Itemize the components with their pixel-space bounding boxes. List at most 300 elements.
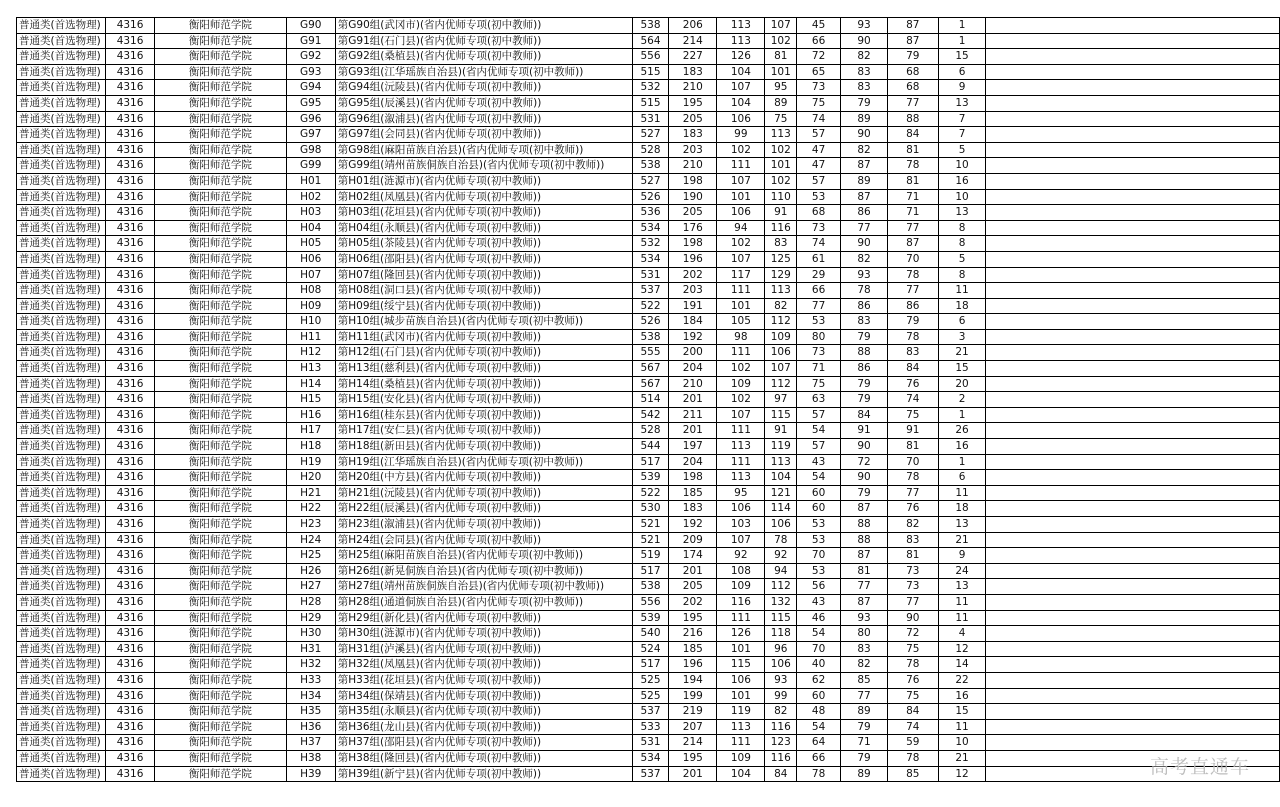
cell-category: 普通类(首选物理) (17, 18, 106, 34)
cell-elective2-score: 77 (887, 485, 938, 501)
cell-group-name: 第G95组(辰溪县)(省内优师专项(初中教师)) (335, 95, 632, 111)
cell-institution-code: 4316 (105, 407, 154, 423)
table-row (17, 470, 1280, 486)
table-row (17, 423, 1280, 439)
cell-elective2-score: 87 (887, 236, 938, 252)
cell-group-code: G97 (286, 127, 335, 143)
table-row (17, 548, 1280, 564)
cell-group-name: 第H04组(永顺县)(省内优师专项(初中教师)) (335, 220, 632, 236)
cell-math-score: 116 (717, 594, 765, 610)
watermark: 高考直通车 (1149, 756, 1250, 778)
cell-group-code: H32 (286, 657, 335, 673)
cell-blank (986, 267, 1280, 283)
cell-elective2-score: 81 (887, 173, 938, 189)
cell-group-code: H33 (286, 672, 335, 688)
cell-math-score: 111 (717, 158, 765, 174)
cell-min-score: 524 (632, 641, 669, 657)
cell-group-code: H01 (286, 173, 335, 189)
cell-chinese-score: 195 (669, 750, 717, 766)
cell-institution-name: 衡阳师范学院 (155, 236, 286, 252)
cell-min-score: 556 (632, 49, 669, 65)
cell-min-score: 517 (632, 454, 669, 470)
cell-institution-name: 衡阳师范学院 (155, 579, 286, 595)
cell-physics-score: 43 (797, 454, 841, 470)
cell-group-code: H28 (286, 594, 335, 610)
cell-rank: 13 (938, 95, 986, 111)
cell-institution-name: 衡阳师范学院 (155, 672, 286, 688)
cell-min-score: 515 (632, 64, 669, 80)
cell-elective2-score: 85 (887, 766, 938, 782)
cell-institution-name: 衡阳师范学院 (155, 298, 286, 314)
cell-institution-code: 4316 (105, 594, 154, 610)
cell-institution-code: 4316 (105, 454, 154, 470)
cell-institution-name: 衡阳师范学院 (155, 610, 286, 626)
cell-foreign-lang-score: 82 (765, 298, 797, 314)
cell-group-name: 第H31组(泸溪县)(省内优师专项(初中教师)) (335, 641, 632, 657)
cell-institution-code: 4316 (105, 298, 154, 314)
cell-group-code: H34 (286, 688, 335, 704)
cell-min-score: 517 (632, 657, 669, 673)
cell-elective2-score: 76 (887, 501, 938, 517)
cell-institution-name: 衡阳师范学院 (155, 485, 286, 501)
cell-physics-score: 48 (797, 704, 841, 720)
cell-min-score: 544 (632, 439, 669, 455)
cell-math-score: 113 (717, 33, 765, 49)
cell-group-code: G92 (286, 49, 335, 65)
cell-institution-name: 衡阳师范学院 (155, 49, 286, 65)
cell-math-score: 102 (717, 361, 765, 377)
cell-rank: 14 (938, 657, 986, 673)
cell-physics-score: 72 (797, 49, 841, 65)
cell-rank: 21 (938, 345, 986, 361)
cell-chinese-score: 195 (669, 610, 717, 626)
cell-blank (986, 704, 1280, 720)
cell-group-code: H22 (286, 501, 335, 517)
cell-institution-code: 4316 (105, 127, 154, 143)
cell-physics-score: 43 (797, 594, 841, 610)
cell-rank: 13 (938, 205, 986, 221)
cell-foreign-lang-score: 113 (765, 283, 797, 299)
cell-math-score: 113 (717, 18, 765, 34)
cell-math-score: 99 (717, 127, 765, 143)
cell-rank: 5 (938, 251, 986, 267)
cell-physics-score: 56 (797, 579, 841, 595)
cell-chinese-score: 196 (669, 657, 717, 673)
cell-group-name: 第H23组(溆浦县)(省内优师专项(初中教师)) (335, 517, 632, 533)
cell-elective1-score: 86 (841, 361, 888, 377)
cell-institution-name: 衡阳师范学院 (155, 454, 286, 470)
cell-category: 普通类(首选物理) (17, 314, 106, 330)
cell-chinese-score: 183 (669, 64, 717, 80)
cell-math-score: 98 (717, 329, 765, 345)
cell-category: 普通类(首选物理) (17, 579, 106, 595)
cell-chinese-score: 176 (669, 220, 717, 236)
cell-institution-name: 衡阳师范学院 (155, 345, 286, 361)
cell-category: 普通类(首选物理) (17, 267, 106, 283)
cell-math-score: 109 (717, 579, 765, 595)
cell-category: 普通类(首选物理) (17, 750, 106, 766)
cell-category: 普通类(首选物理) (17, 361, 106, 377)
cell-institution-code: 4316 (105, 672, 154, 688)
cell-group-name: 第H26组(新晃侗族自治县)(省内优师专项(初中教师)) (335, 563, 632, 579)
cell-chinese-score: 198 (669, 173, 717, 189)
table-row (17, 563, 1280, 579)
cell-foreign-lang-score: 112 (765, 376, 797, 392)
cell-foreign-lang-score: 113 (765, 454, 797, 470)
cell-blank (986, 298, 1280, 314)
cell-elective1-score: 79 (841, 750, 888, 766)
cell-min-score: 519 (632, 548, 669, 564)
cell-group-code: H04 (286, 220, 335, 236)
cell-group-name: 第H25组(麻阳苗族自治县)(省内优师专项(初中教师)) (335, 548, 632, 564)
cell-group-name: 第H13组(慈利县)(省内优师专项(初中教师)) (335, 361, 632, 377)
cell-institution-name: 衡阳师范学院 (155, 376, 286, 392)
cell-group-code: H24 (286, 532, 335, 548)
cell-physics-score: 64 (797, 735, 841, 751)
cell-group-name: 第H35组(永顺县)(省内优师专项(初中教师)) (335, 704, 632, 720)
cell-chinese-score: 201 (669, 392, 717, 408)
cell-institution-code: 4316 (105, 501, 154, 517)
cell-blank (986, 361, 1280, 377)
cell-group-code: H27 (286, 579, 335, 595)
cell-institution-code: 4316 (105, 329, 154, 345)
cell-math-score: 102 (717, 236, 765, 252)
cell-foreign-lang-score: 99 (765, 688, 797, 704)
cell-group-code: H17 (286, 423, 335, 439)
cell-blank (986, 345, 1280, 361)
cell-elective2-score: 70 (887, 251, 938, 267)
cell-blank (986, 33, 1280, 49)
table-row (17, 657, 1280, 673)
cell-math-score: 105 (717, 314, 765, 330)
cell-elective1-score: 79 (841, 485, 888, 501)
cell-institution-code: 4316 (105, 189, 154, 205)
cell-rank: 18 (938, 501, 986, 517)
cell-chinese-score: 201 (669, 563, 717, 579)
cell-institution-code: 4316 (105, 376, 154, 392)
cell-elective1-score: 87 (841, 158, 888, 174)
cell-group-name: 第H03组(花垣县)(省内优师专项(初中教师)) (335, 205, 632, 221)
table-row (17, 688, 1280, 704)
cell-elective2-score: 84 (887, 704, 938, 720)
cell-institution-code: 4316 (105, 267, 154, 283)
cell-chinese-score: 197 (669, 439, 717, 455)
cell-elective2-score: 87 (887, 18, 938, 34)
cell-elective1-score: 72 (841, 454, 888, 470)
cell-category: 普通类(首选物理) (17, 298, 106, 314)
cell-elective1-score: 89 (841, 766, 888, 782)
cell-category: 普通类(首选物理) (17, 517, 106, 533)
table-row (17, 672, 1280, 688)
cell-elective1-score: 82 (841, 657, 888, 673)
cell-physics-score: 53 (797, 563, 841, 579)
cell-blank (986, 485, 1280, 501)
cell-elective2-score: 78 (887, 750, 938, 766)
cell-blank (986, 563, 1280, 579)
table-row (17, 111, 1280, 127)
cell-blank (986, 594, 1280, 610)
cell-foreign-lang-score: 102 (765, 173, 797, 189)
cell-min-score: 555 (632, 345, 669, 361)
cell-elective2-score: 81 (887, 142, 938, 158)
table-row (17, 517, 1280, 533)
cell-group-code: G94 (286, 80, 335, 96)
cell-min-score: 540 (632, 626, 669, 642)
cell-rank: 20 (938, 376, 986, 392)
cell-group-code: H16 (286, 407, 335, 423)
cell-chinese-score: 183 (669, 127, 717, 143)
cell-rank: 21 (938, 750, 986, 766)
cell-elective1-score: 89 (841, 173, 888, 189)
cell-elective1-score: 89 (841, 111, 888, 127)
cell-institution-code: 4316 (105, 33, 154, 49)
cell-institution-name: 衡阳师范学院 (155, 548, 286, 564)
cell-physics-score: 74 (797, 111, 841, 127)
cell-blank (986, 314, 1280, 330)
cell-institution-name: 衡阳师范学院 (155, 439, 286, 455)
cell-chinese-score: 211 (669, 407, 717, 423)
cell-elective1-score: 87 (841, 594, 888, 610)
cell-elective1-score: 93 (841, 610, 888, 626)
score-table-container (16, 17, 1280, 782)
cell-chinese-score: 196 (669, 251, 717, 267)
cell-group-code: G99 (286, 158, 335, 174)
cell-institution-code: 4316 (105, 158, 154, 174)
table-row (17, 392, 1280, 408)
cell-blank (986, 173, 1280, 189)
cell-foreign-lang-score: 112 (765, 579, 797, 595)
cell-elective2-score: 78 (887, 329, 938, 345)
cell-foreign-lang-score: 116 (765, 750, 797, 766)
cell-math-score: 113 (717, 439, 765, 455)
table-row (17, 298, 1280, 314)
cell-group-name: 第H28组(通道侗族自治县)(省内优师专项(初中教师)) (335, 594, 632, 610)
cell-group-code: G90 (286, 18, 335, 34)
cell-elective2-score: 76 (887, 672, 938, 688)
cell-physics-score: 73 (797, 80, 841, 96)
cell-elective1-score: 77 (841, 579, 888, 595)
cell-chinese-score: 204 (669, 361, 717, 377)
cell-rank: 10 (938, 735, 986, 751)
cell-rank: 15 (938, 704, 986, 720)
cell-foreign-lang-score: 114 (765, 501, 797, 517)
cell-rank: 8 (938, 267, 986, 283)
cell-min-score: 538 (632, 579, 669, 595)
cell-institution-name: 衡阳师范学院 (155, 33, 286, 49)
cell-institution-name: 衡阳师范学院 (155, 501, 286, 517)
cell-institution-code: 4316 (105, 688, 154, 704)
cell-category: 普通类(首选物理) (17, 158, 106, 174)
cell-elective1-score: 90 (841, 470, 888, 486)
cell-blank (986, 657, 1280, 673)
cell-elective1-score: 88 (841, 517, 888, 533)
cell-blank (986, 454, 1280, 470)
cell-math-score: 111 (717, 610, 765, 626)
cell-chinese-score: 194 (669, 672, 717, 688)
cell-group-code: G96 (286, 111, 335, 127)
cell-group-name: 第H21组(沅陵县)(省内优师专项(初中教师)) (335, 485, 632, 501)
cell-rank: 9 (938, 80, 986, 96)
cell-elective1-score: 89 (841, 704, 888, 720)
cell-min-score: 539 (632, 470, 669, 486)
cell-math-score: 95 (717, 485, 765, 501)
cell-group-code: H35 (286, 704, 335, 720)
table-row (17, 189, 1280, 205)
cell-math-score: 94 (717, 220, 765, 236)
cell-elective1-score: 78 (841, 283, 888, 299)
table-row (17, 439, 1280, 455)
cell-min-score: 532 (632, 80, 669, 96)
cell-physics-score: 53 (797, 517, 841, 533)
cell-elective2-score: 81 (887, 439, 938, 455)
cell-category: 普通类(首选物理) (17, 735, 106, 751)
cell-foreign-lang-score: 91 (765, 205, 797, 221)
cell-institution-name: 衡阳师范学院 (155, 220, 286, 236)
cell-blank (986, 719, 1280, 735)
cell-institution-code: 4316 (105, 657, 154, 673)
cell-math-score: 111 (717, 345, 765, 361)
cell-chinese-score: 203 (669, 142, 717, 158)
cell-rank: 8 (938, 236, 986, 252)
table-row (17, 501, 1280, 517)
table-row (17, 579, 1280, 595)
cell-elective1-score: 71 (841, 735, 888, 751)
cell-foreign-lang-score: 116 (765, 220, 797, 236)
cell-chinese-score: 198 (669, 236, 717, 252)
cell-rank: 7 (938, 111, 986, 127)
cell-foreign-lang-score: 96 (765, 641, 797, 657)
cell-physics-score: 45 (797, 18, 841, 34)
table-row (17, 220, 1280, 236)
cell-chinese-score: 214 (669, 33, 717, 49)
table-row (17, 205, 1280, 221)
cell-physics-score: 61 (797, 251, 841, 267)
cell-category: 普通类(首选物理) (17, 532, 106, 548)
cell-rank: 11 (938, 610, 986, 626)
cell-rank: 16 (938, 173, 986, 189)
cell-elective1-score: 86 (841, 205, 888, 221)
cell-rank: 15 (938, 361, 986, 377)
cell-blank (986, 532, 1280, 548)
cell-math-score: 106 (717, 205, 765, 221)
cell-group-code: H39 (286, 766, 335, 782)
cell-foreign-lang-score: 101 (765, 158, 797, 174)
cell-group-code: H38 (286, 750, 335, 766)
cell-institution-code: 4316 (105, 95, 154, 111)
cell-math-score: 126 (717, 49, 765, 65)
cell-group-name: 第H10组(城步苗族自治县)(省内优师专项(初中教师)) (335, 314, 632, 330)
cell-institution-code: 4316 (105, 626, 154, 642)
cell-group-name: 第H39组(新宁县)(省内优师专项(初中教师)) (335, 766, 632, 782)
cell-group-name: 第G90组(武冈市)(省内优师专项(初中教师)) (335, 18, 632, 34)
cell-category: 普通类(首选物理) (17, 95, 106, 111)
cell-elective1-score: 79 (841, 95, 888, 111)
cell-min-score: 542 (632, 407, 669, 423)
cell-physics-score: 65 (797, 64, 841, 80)
table-row (17, 142, 1280, 158)
cell-min-score: 528 (632, 423, 669, 439)
cell-rank: 1 (938, 33, 986, 49)
cell-chinese-score: 207 (669, 719, 717, 735)
cell-min-score: 564 (632, 33, 669, 49)
cell-group-name: 第H32组(凤凰县)(省内优师专项(初中教师)) (335, 657, 632, 673)
cell-institution-name: 衡阳师范学院 (155, 407, 286, 423)
cell-chinese-score: 183 (669, 501, 717, 517)
cell-category: 普通类(首选物理) (17, 548, 106, 564)
cell-math-score: 101 (717, 298, 765, 314)
cell-rank: 8 (938, 220, 986, 236)
cell-elective1-score: 83 (841, 64, 888, 80)
cell-institution-code: 4316 (105, 392, 154, 408)
cell-physics-score: 71 (797, 361, 841, 377)
cell-min-score: 556 (632, 594, 669, 610)
cell-group-code: H20 (286, 470, 335, 486)
cell-physics-score: 29 (797, 267, 841, 283)
cell-group-code: H23 (286, 517, 335, 533)
cell-blank (986, 641, 1280, 657)
cell-group-name: 第G92组(桑植县)(省内优师专项(初中教师)) (335, 49, 632, 65)
cell-chinese-score: 192 (669, 329, 717, 345)
cell-chinese-score: 205 (669, 579, 717, 595)
cell-math-score: 92 (717, 548, 765, 564)
cell-institution-name: 衡阳师范学院 (155, 189, 286, 205)
cell-physics-score: 63 (797, 392, 841, 408)
cell-chinese-score: 210 (669, 158, 717, 174)
cell-blank (986, 439, 1280, 455)
cell-group-name: 第H11组(武冈市)(省内优师专项(初中教师)) (335, 329, 632, 345)
cell-category: 普通类(首选物理) (17, 657, 106, 673)
cell-rank: 10 (938, 189, 986, 205)
cell-elective1-score: 84 (841, 407, 888, 423)
cell-foreign-lang-score: 89 (765, 95, 797, 111)
cell-rank: 1 (938, 454, 986, 470)
cell-min-score: 525 (632, 672, 669, 688)
cell-min-score: 537 (632, 283, 669, 299)
cell-physics-score: 78 (797, 766, 841, 782)
cell-chinese-score: 204 (669, 454, 717, 470)
cell-min-score: 526 (632, 314, 669, 330)
cell-institution-name: 衡阳师范学院 (155, 470, 286, 486)
cell-foreign-lang-score: 94 (765, 563, 797, 579)
cell-rank: 16 (938, 688, 986, 704)
cell-group-code: H15 (286, 392, 335, 408)
cell-blank (986, 220, 1280, 236)
cell-blank (986, 251, 1280, 267)
cell-min-score: 515 (632, 95, 669, 111)
cell-foreign-lang-score: 75 (765, 111, 797, 127)
cell-institution-name: 衡阳师范学院 (155, 423, 286, 439)
table-row (17, 376, 1280, 392)
cell-math-score: 113 (717, 719, 765, 735)
cell-institution-code: 4316 (105, 704, 154, 720)
cell-elective1-score: 90 (841, 439, 888, 455)
cell-math-score: 107 (717, 251, 765, 267)
table-row (17, 750, 1280, 766)
cell-group-name: 第H09组(绥宁县)(省内优师专项(初中教师)) (335, 298, 632, 314)
cell-institution-name: 衡阳师范学院 (155, 329, 286, 345)
cell-chinese-score: 203 (669, 283, 717, 299)
cell-elective1-score: 82 (841, 251, 888, 267)
cell-physics-score: 66 (797, 33, 841, 49)
cell-rank: 18 (938, 298, 986, 314)
cell-math-score: 107 (717, 407, 765, 423)
cell-min-score: 538 (632, 158, 669, 174)
table-row (17, 49, 1280, 65)
cell-blank (986, 205, 1280, 221)
cell-physics-score: 73 (797, 345, 841, 361)
cell-physics-score: 54 (797, 470, 841, 486)
cell-min-score: 527 (632, 173, 669, 189)
